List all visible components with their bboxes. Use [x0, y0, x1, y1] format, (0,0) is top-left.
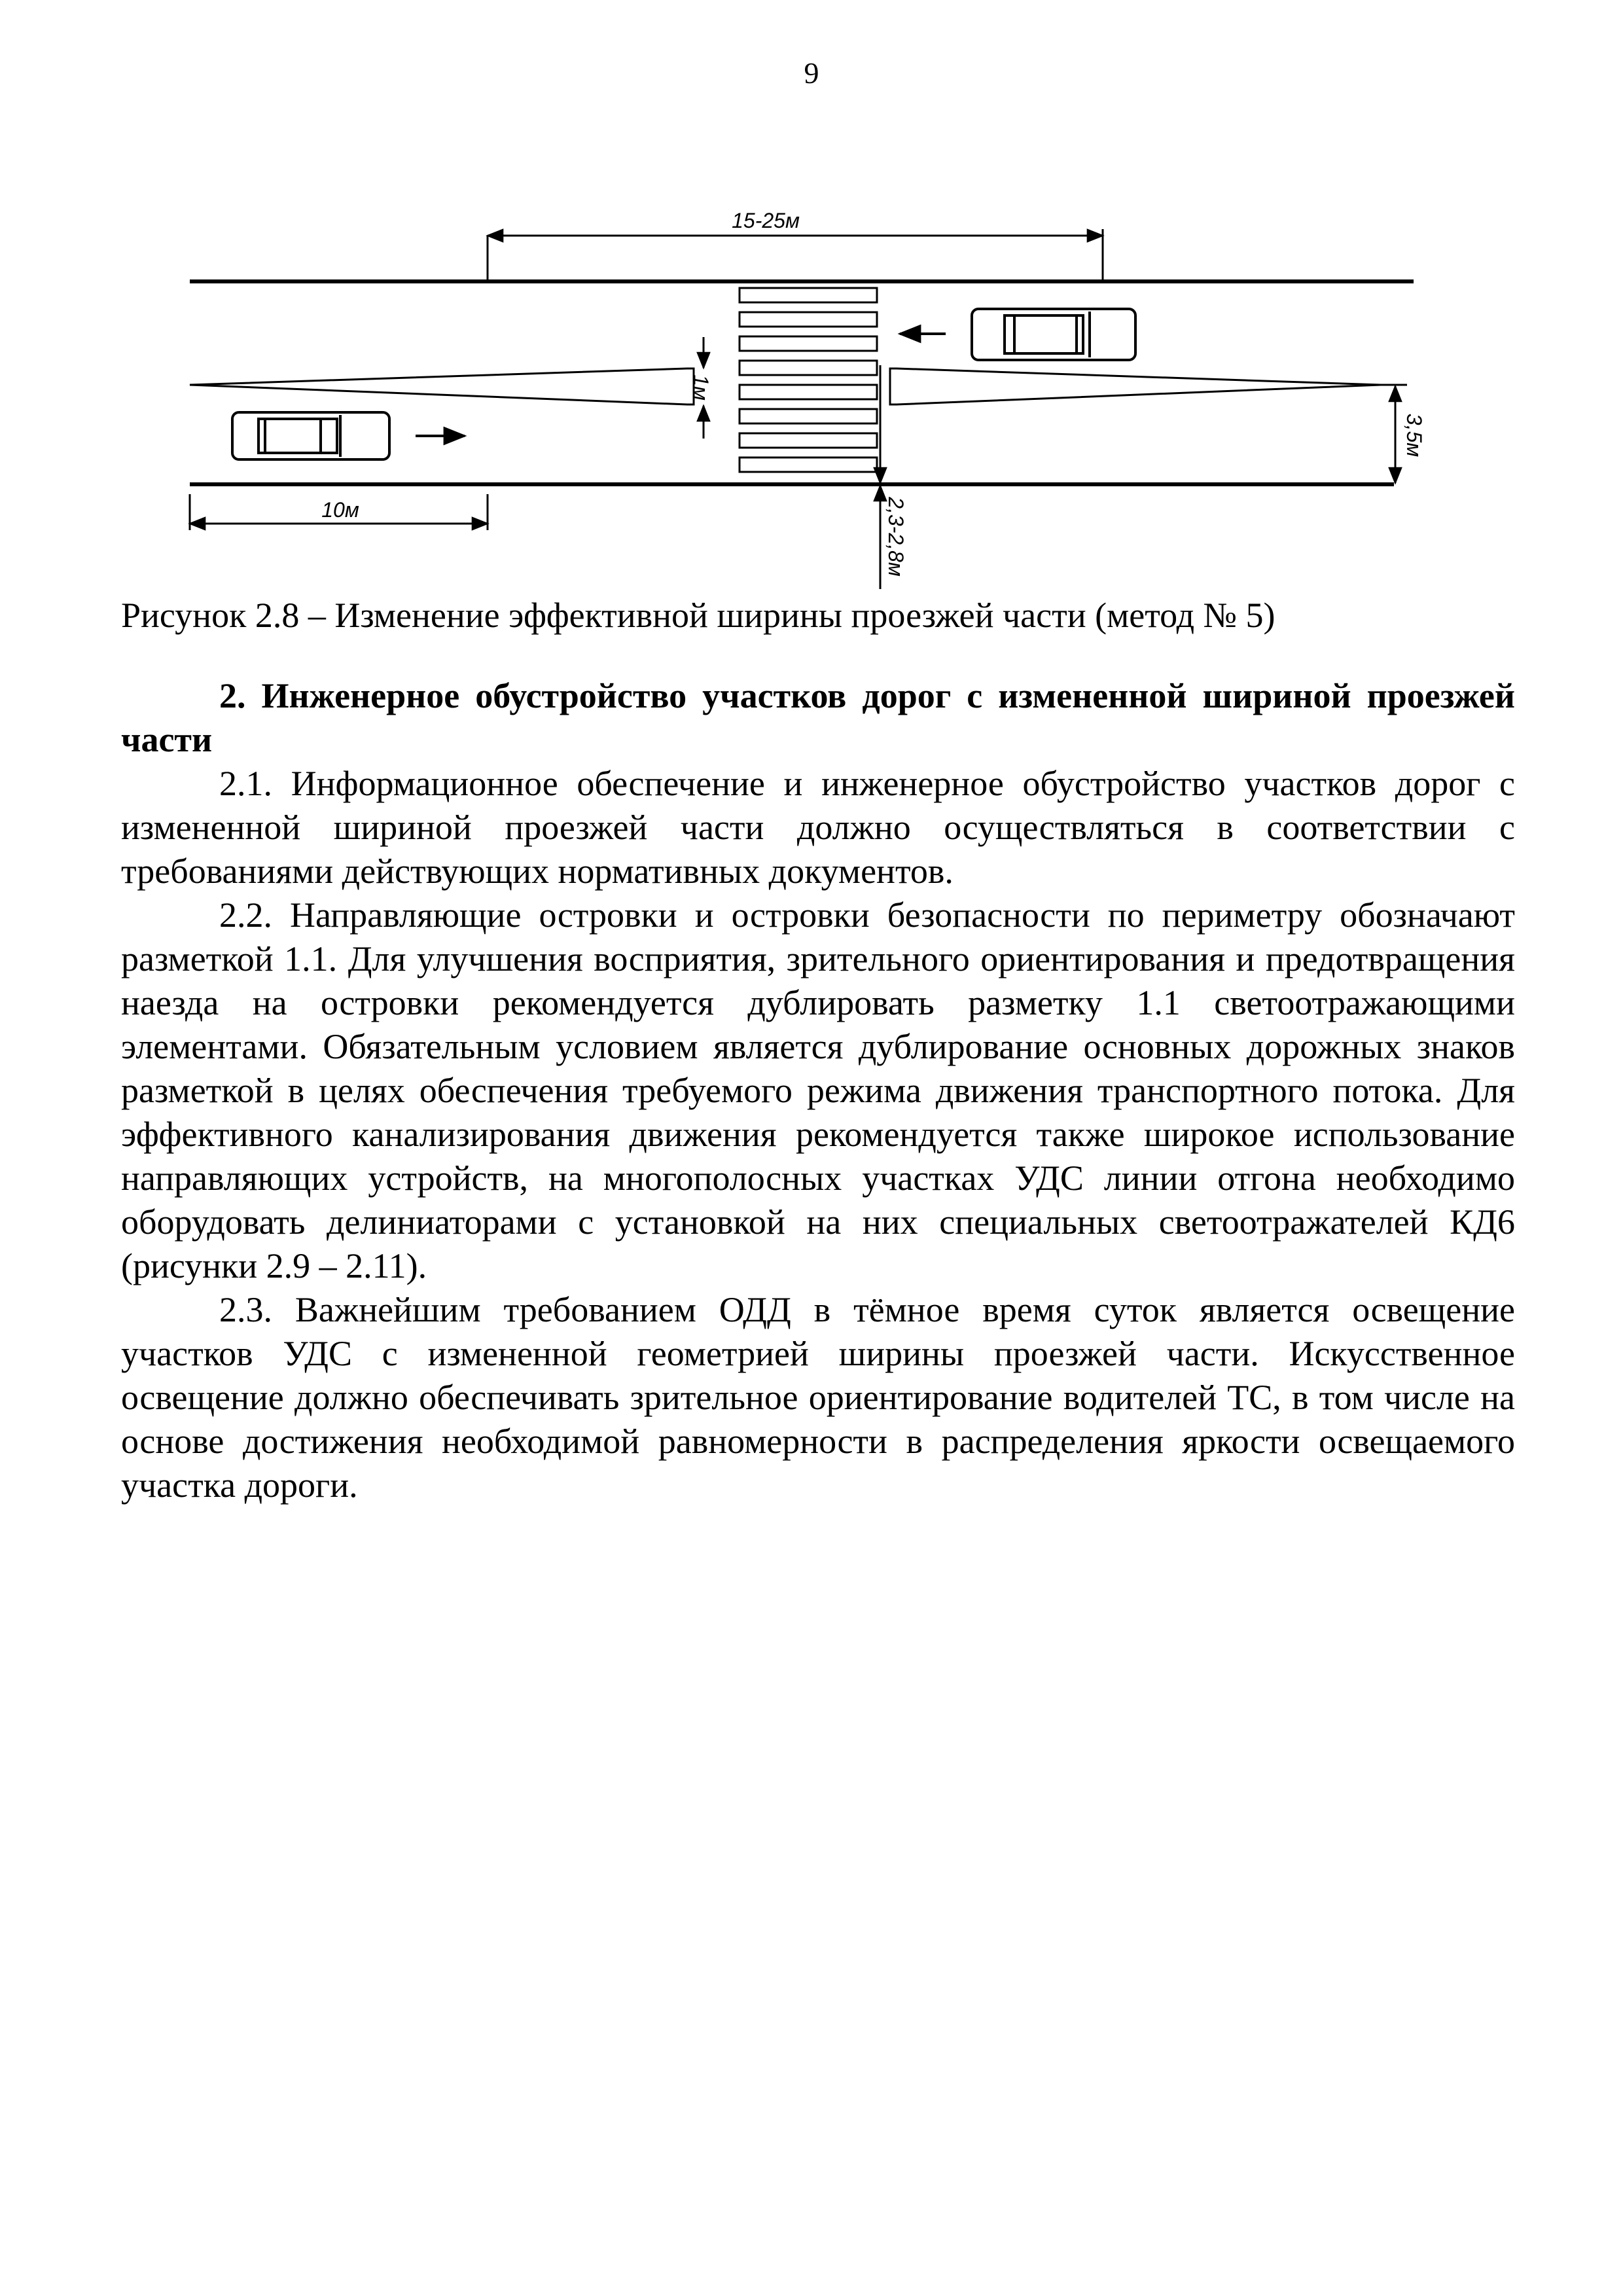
road-diagram [177, 196, 1426, 589]
dimension-label-left: 10м [321, 498, 359, 522]
pedestrian-crossing [740, 288, 877, 472]
guide-island-right [890, 368, 1381, 404]
paragraph-2-3: 2.3. Важнейшим требованием ОДД в тёмное время суток является освещение участков УДС с измененной геометрией ширины проезжей части. Искусственное освещение должно обеспечивать зрительное ориентирование водителей ТС, в том числе на основе достижения необходимой равномерности в распределения яркости освещаемого участка дороги. [121, 1290, 1515, 1505]
guide-island-left [190, 368, 694, 404]
section-heading: 2. Инженерное обустройство участков дорог с измененной шириной проезжей части [121, 676, 1515, 759]
dimension-label-island: 1м [689, 374, 713, 401]
paragraph-2-2: 2.2. Направляющие островки и островки безопасности по периметру обозначают разметкой 1.1. Для улучшения восприятия, зрительного ориентирования и предотвращения наезда на островки рекомендуется дублировать разметку 1.1 светоотражающими элементами. Обязательным условием является дублирование основных дорожных знаков разметкой в целях обеспечения требуемого режима движения транспортного потока. Для эффективного канализирования движения рекомендуется также широкое использование направляющих устройств, на многополосных участках УДС линии отгона необходимо оборудовать делиниаторами с установкой на них специальных светоотражателей КД6 (рисунки 2.9 – 2.11). [121, 895, 1515, 1285]
figure-caption: Рисунок 2.8 – Изменение эффективной ширины проезжей части (метод № 5) [121, 596, 1275, 635]
dimension-label-offset: 2,3-2,8м [884, 497, 908, 577]
page-number: 9 [804, 56, 819, 90]
car-left-icon [232, 412, 389, 459]
section-body [121, 674, 1515, 1507]
car-right-icon [972, 309, 1135, 360]
dimension-label-right: 3,5м [1402, 413, 1426, 457]
dimension-label-top: 15-25м [732, 209, 800, 232]
paragraph-2-1: 2.1. Информационное обеспечение и инженерное обустройство участков дорог с измененной шириной проезжей части должно осуществляться в соответствии с требованиями действующих нормативных документов. [121, 764, 1515, 891]
